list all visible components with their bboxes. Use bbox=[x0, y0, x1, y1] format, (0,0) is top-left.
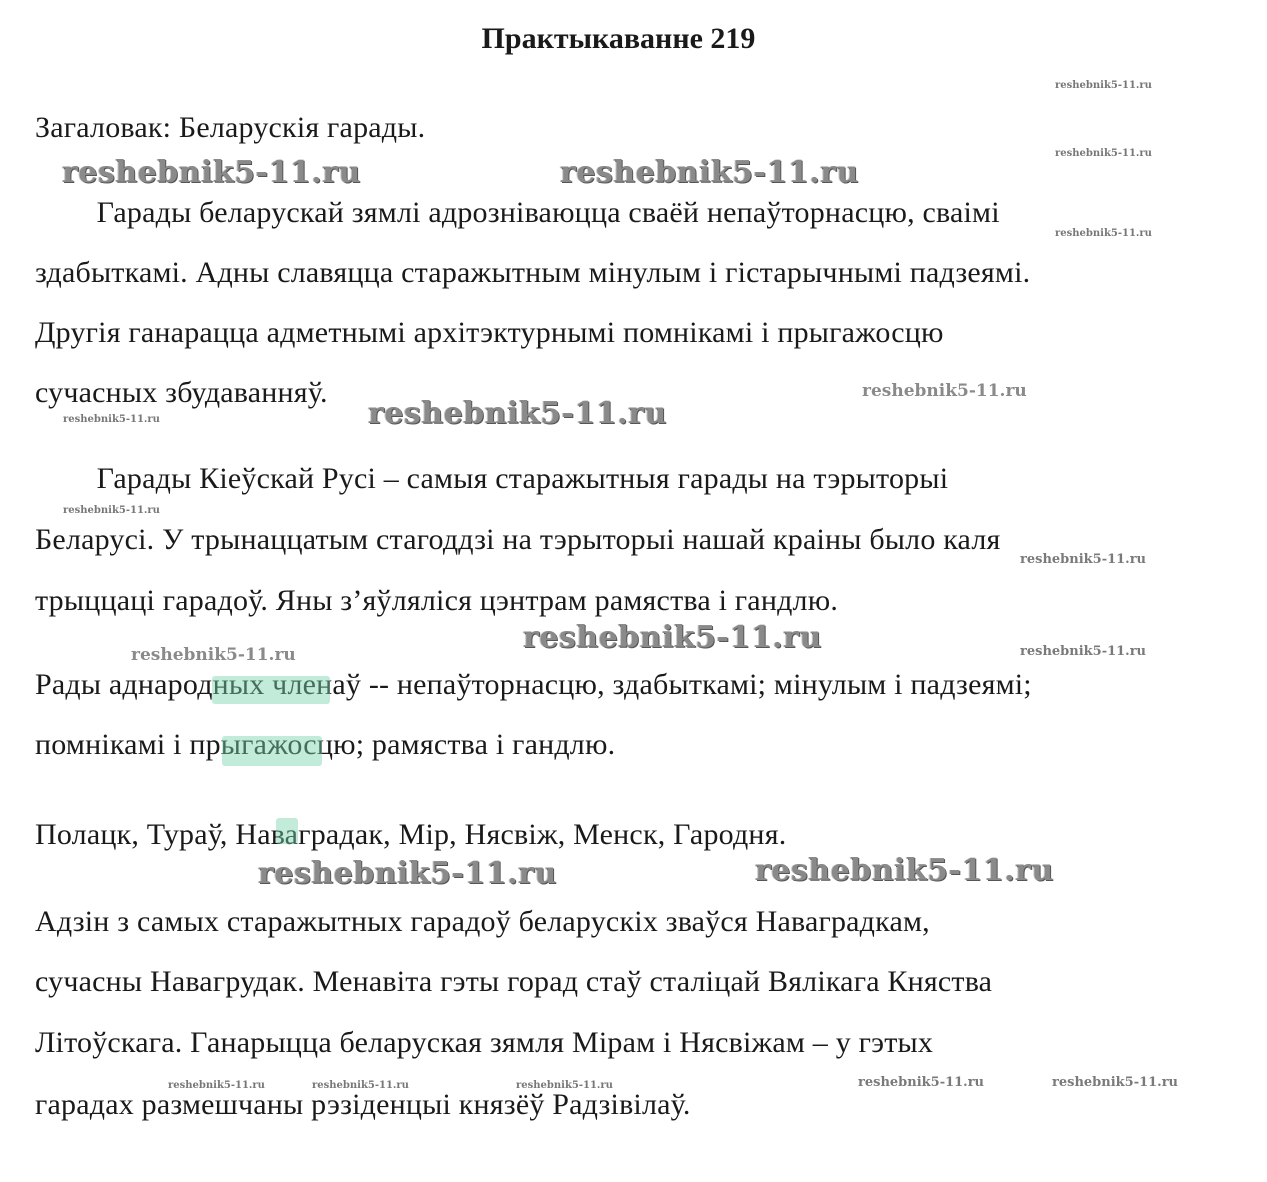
text-line: Адзін з самых старажытных гарадоў беларускіх зваўся Наваградкам, bbox=[35, 905, 930, 938]
watermark: reshebnik5-11.ru bbox=[1020, 552, 1147, 567]
watermark: reshebnik5-11.ru bbox=[560, 155, 859, 190]
watermark: reshebnik5-11.ru bbox=[62, 155, 361, 190]
watermark: reshebnik5-11.ru bbox=[63, 414, 160, 425]
highlight-mark bbox=[276, 818, 298, 844]
watermark: reshebnik5-11.ru bbox=[312, 1080, 409, 1091]
text-line: Другія ганарацца адметнымі архітэктурнымі помнікамі і прыгажосцю bbox=[35, 316, 944, 349]
text-line: сучасных збудаванняў. bbox=[35, 376, 328, 409]
text-line: сучасны Навагрудак. Менавіта гэты горад стаў сталіцай Вялікага Княства bbox=[35, 965, 993, 998]
watermark: reshebnik5-11.ru bbox=[862, 381, 1027, 401]
text-line: гарадах размешчаны рэзіденцыі князёў Радзівілаў. bbox=[35, 1088, 691, 1121]
text-line: Беларусі. У трынаццатым стагоддзі на тэрыторыі нашай краіны было каля bbox=[35, 523, 1001, 556]
watermark: reshebnik5-11.ru bbox=[258, 856, 557, 891]
watermark: reshebnik5-11.ru bbox=[516, 1080, 613, 1091]
watermark: reshebnik5-11.ru bbox=[131, 645, 296, 665]
watermark: reshebnik5-11.ru bbox=[1052, 1075, 1179, 1090]
text-line: Гарады беларускай зямлі адрозніваюцца сваёй непаўторнасцю, сваімі bbox=[35, 196, 1000, 229]
text-line: здабыткамі. Адны славяцца старажытным мінулым і гістарычнымі падзеямі. bbox=[35, 256, 1031, 289]
watermark: reshebnik5-11.ru bbox=[1055, 148, 1152, 159]
text-line: Гарады Кіеўскай Русі – самыя старажытныя гарады на тэрыторыі bbox=[35, 462, 949, 495]
watermark: reshebnik5-11.ru bbox=[63, 505, 160, 516]
highlight-mark bbox=[212, 676, 330, 704]
page-title: Практыкаванне 219 bbox=[481, 22, 756, 55]
text-line: Полацк, Тураў, Наваградак, Мір, Нясвіж, Менск, Гародня. bbox=[35, 818, 787, 851]
watermark: reshebnik5-11.ru bbox=[858, 1075, 985, 1090]
watermark: reshebnik5-11.ru bbox=[1055, 80, 1152, 91]
text-line: помнікамі і прыгажосцю; рамяства і гандлю. bbox=[35, 728, 616, 761]
watermark: reshebnik5-11.ru bbox=[168, 1080, 265, 1091]
text-line: Літоўскага. Ганарыцца беларуская зямля Мірам і Нясвіжам – у гэтых bbox=[35, 1026, 934, 1059]
watermark: reshebnik5-11.ru bbox=[755, 853, 1054, 888]
highlight-mark bbox=[222, 736, 322, 766]
watermark: reshebnik5-11.ru bbox=[1055, 228, 1152, 239]
heading-line: Загаловак: Беларускія гарады. bbox=[35, 111, 426, 144]
text-line: трыццаці гарадоў. Яны з’яўляліся цэнтрам рамяства і гандлю. bbox=[35, 584, 839, 617]
watermark: reshebnik5-11.ru bbox=[1020, 644, 1147, 659]
watermark: reshebnik5-11.ru bbox=[523, 620, 822, 655]
text-line: Рады аднародных членаў -- непаўторнасцю, здабыткамі; мінулым і падзеямі; bbox=[35, 668, 1032, 701]
watermark: reshebnik5-11.ru bbox=[368, 396, 667, 431]
